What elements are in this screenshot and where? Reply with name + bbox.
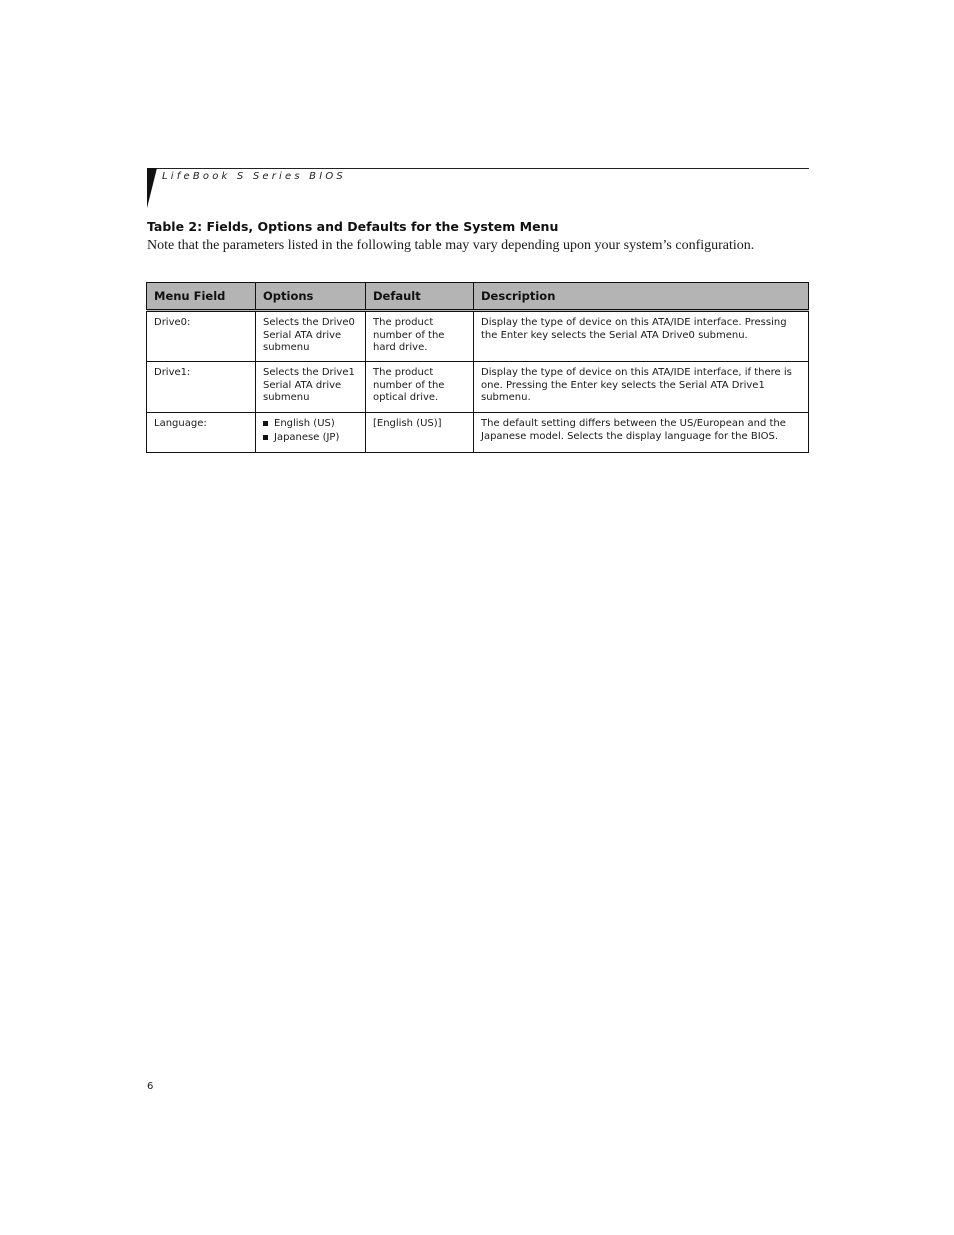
header-rule: [147, 168, 809, 169]
table-header-row: [147, 283, 809, 311]
header-tab-mark: [147, 168, 157, 208]
table-row: [147, 362, 809, 413]
table-row: [147, 413, 809, 453]
page-number: 6: [147, 1081, 154, 1092]
cell-menu-field: Drive0:: [147, 311, 256, 362]
header-options: Options: [256, 283, 366, 311]
cell-default: The product number of the optical drive.: [366, 362, 474, 413]
square-bullet-icon: [263, 435, 268, 440]
cell-options: Selects the Drive0 Serial ATA drive submenu: [256, 311, 366, 362]
table-caption: Table 2: Fields, Options and Defaults for the System Menu: [147, 219, 559, 234]
running-header: [147, 168, 809, 208]
header-description: Description: [474, 283, 809, 311]
cell-description: Display the type of device on this ATA/IDE interface, if there is one. Pressing the Enter key selects the Serial ATA Drive1 submenu.: [474, 362, 809, 413]
cell-menu-field: Language:: [147, 413, 256, 453]
options-list: [263, 418, 358, 445]
header-menu-field: Menu Field: [147, 283, 256, 311]
running-title: LifeBook S Series BIOS: [162, 171, 346, 182]
cell-description: Display the type of device on this ATA/IDE interface. Pressing the Enter key selects the Serial ATA Drive0 submenu.: [474, 311, 809, 362]
header-default: Default: [366, 283, 474, 311]
cell-default: [English (US)]: [366, 413, 474, 453]
list-item: [263, 432, 358, 445]
option-label: English (US): [274, 418, 335, 429]
cell-description: The default setting differs between the US/European and the Japanese model. Selects the display language for the BIOS.: [474, 413, 809, 453]
cell-default: The product number of the hard drive.: [366, 311, 474, 362]
system-menu-table: [146, 282, 809, 453]
table-note: Note that the parameters listed in the following table may vary depending upon your system’s configuration.: [147, 238, 755, 253]
table-row: [147, 311, 809, 362]
option-label: Japanese (JP): [274, 432, 340, 443]
cell-menu-field: Drive1:: [147, 362, 256, 413]
square-bullet-icon: [263, 421, 268, 426]
list-item: [263, 418, 358, 431]
cell-options: Selects the Drive1 Serial ATA drive submenu: [256, 362, 366, 413]
cell-options: [256, 413, 366, 453]
